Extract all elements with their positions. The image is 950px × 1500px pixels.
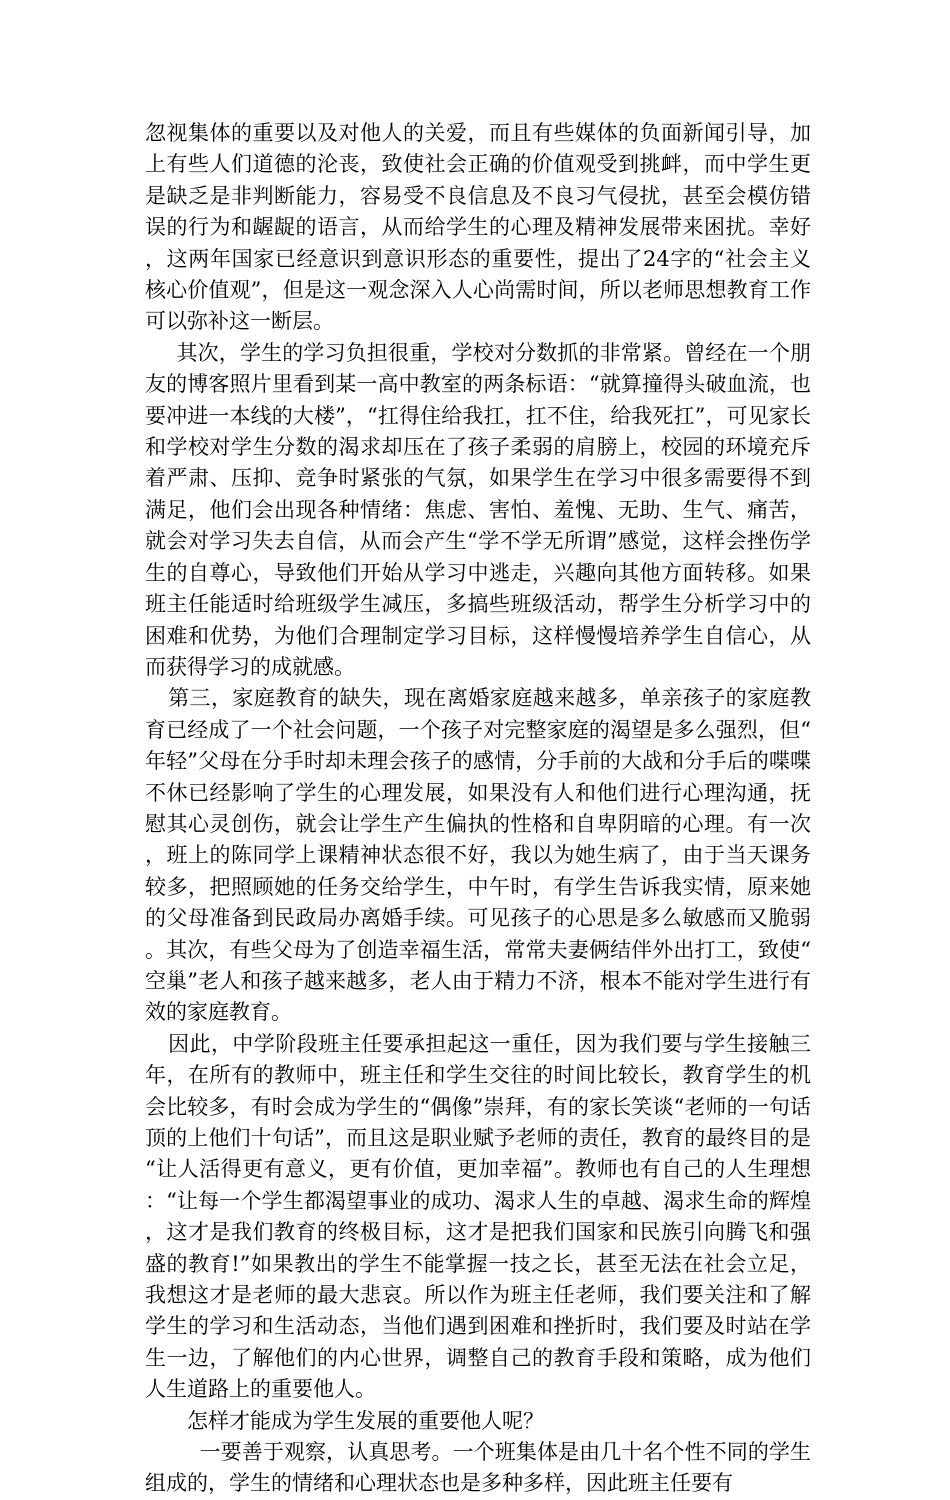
paragraph-question: 怎样才能成为学生发展的重要他人呢？ [187, 1408, 544, 1433]
paragraph-study-pressure: 其次，学生的学习负担很重，学校对分数抓的非常紧。曾经在一个朋友的博客照片里看到某一高中教室的两条标语：“就算撞得头破血流，也要冲进一本线的大楼”，“扛得住给我扛，扛不住，给我死扛”，可见家长和学校对学生分数的渴求却压在了孩子柔弱的肩膀上，校园的环境充斥着严肃、压抑、竞争时紧张的气氛，如果学生在学习中很多需要得不到满足，他们会出现各种情绪：焦虑、害怕、羞愧、无助、生气、痛苦，就会对学习失去自信，从而会产生“学不学无所谓”感觉，这样会挫伤学生的自尊心，导致他们开始从学习中逃走，兴趣向其他方面转移。如果班主任能适时给班级学生减压，多搞些班级活动，帮学生分析学习中的困难和优势，为他们合理制定学习目标，这样慢慢培养学生自信心，从而获得学习的成就感。 [145, 340, 811, 679]
document-body [145, 118, 811, 1500]
paragraph-observe-think: 一要善于观察，认真思考。一个班集体是由几十名个性不同的学生组成的，学生的情绪和心理状态也是多种多样，因此班主任要有 [145, 1440, 811, 1496]
paragraph-values-erosion: 忽视集体的重要以及对他人的关爱，而且有些媒体的负面新闻引导，加上有些人们道德的沦丧，致使社会正确的价值观受到挑衅，而中学生更是缺乏是非判断能力，容易受不良信息及不良习气侵扰，甚至会模仿错误的行为和龌龊的语言，从而给学生的心理及精神发展带来困扰。幸好，这两年国家已经意识到意识形态的重要性，提出了24字的“社会主义核心价值观”，但是这一观念深入人心尚需时间，所以老师思想教育工作可以弥补这一断层。 [145, 121, 811, 334]
paragraph-family-education: 第三，家庭教育的缺失，现在离婚家庭越来越多，单亲孩子的家庭教育已经成了一个社会问题，一个孩子对完整家庭的渴望是多么强烈，但“年轻”父母在分手时却未理会孩子的感情，分手前的大战和分手后的喋喋不休已经影响了学生的心理发展，如果没有人和他们进行心理沟通，抚慰其心灵创伤，就会让学生产生偏执的性格和自卑阴暗的心理。有一次，班上的陈同学上课精神状态很不好，我以为她生病了，由于当天课务较多，把照顾她的任务交给学生，中午时，有学生告诉我实情，原来她的父母准备到民政局办离婚手续。可见孩子的心思是多么敏感而又脆弱。其次，有些父母为了创造幸福生活，常常夫妻俩结伴外出打工，致使“空巢”老人和孩子越来越多，老人由于精力不济，根本不能对学生进行有效的家庭教育。 [145, 686, 811, 1025]
paragraph-teacher-responsibility: 因此，中学阶段班主任要承担起这一重任，因为我们要与学生接触三年，在所有的教师中，班主任和学生交往的时间比较长，教育学生的机会比较多，有时会成为学生的“偶像”崇拜，有的家长笑谈“老师的一句话顶的上他们十句话”，而且这是职业赋予老师的责任，教育的最终目的是“让人活得更有意义，更有价值，更加幸福”。教师也有自己的人生理想：“让每一个学生都渴望事业的成功、渴求人生的卓越、渴求生命的辉煌，这才是我们教育的终极目标，这才是把我们国家和民族引向腾飞和强盛的教育!”如果教出的学生不能掌握一技之长，甚至无法在社会立足，我想这才是老师的最大悲哀。所以作为班主任老师，我们要关注和了解学生的学习和生活动态，当他们遇到困难和挫折时，我们要及时站在学生一边，了解他们的内心世界，调整自己的教育手段和策略，成为他们人生道路上的重要他人。 [145, 1031, 811, 1402]
